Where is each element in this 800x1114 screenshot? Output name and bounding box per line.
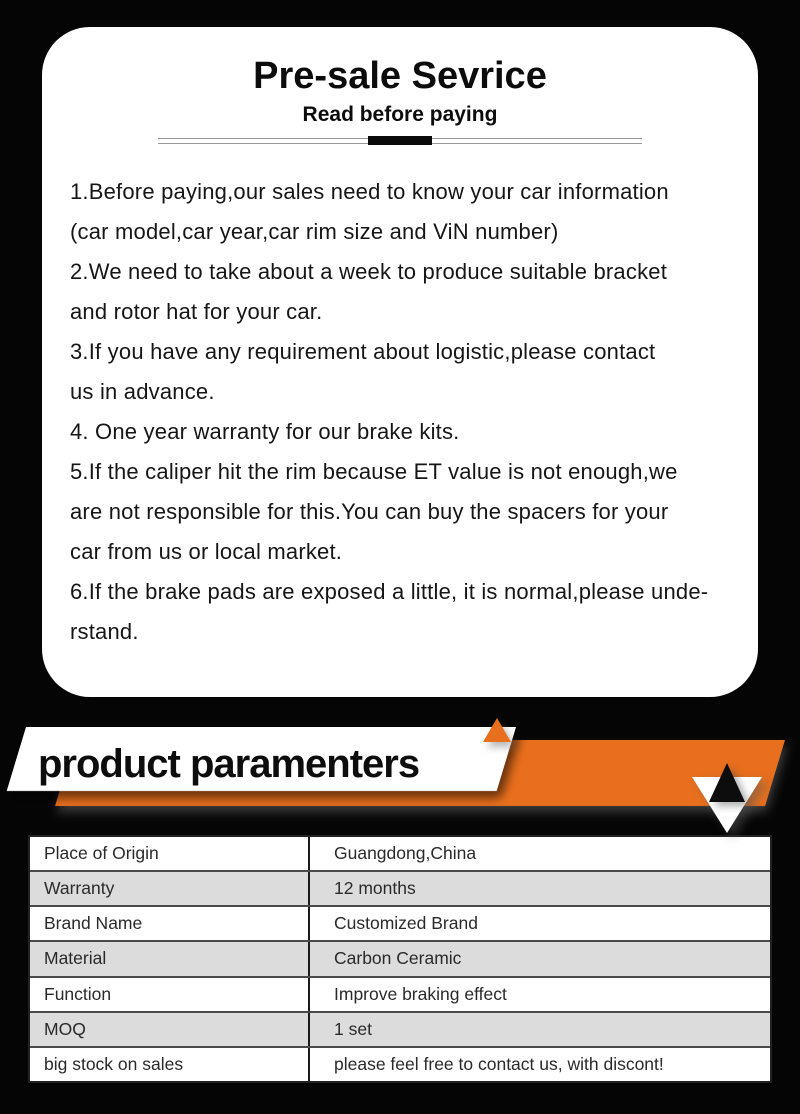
table-row — [30, 976, 770, 1011]
presale-terms-list — [70, 172, 730, 652]
row-value: Carbon Ceramic — [334, 948, 462, 969]
row-label: big stock on sales — [30, 1048, 310, 1081]
presale-subtitle: Read before paying — [302, 103, 498, 126]
table-row — [30, 870, 770, 905]
presale-term-line: 6.If the brake pads are exposed a little, it is normal,please unde- — [70, 579, 709, 604]
presale-term-line: 2.We need to take about a week to produce suitable bracket — [70, 259, 668, 284]
presale-term-line: 1.Before paying,our sales need to know your car information — [70, 179, 669, 204]
table-row — [30, 1046, 770, 1081]
row-label: Warranty — [30, 872, 310, 905]
presale-term-line: 5.If the caliper hit the rim because ET value is not enough,we — [70, 459, 678, 484]
row-label: Material — [30, 942, 310, 975]
table-row — [30, 905, 770, 940]
presale-term-line: us in advance. — [70, 379, 215, 404]
row-label: MOQ — [30, 1013, 310, 1046]
presale-term-line: (car model,car year,car rim size and ViN number) — [70, 219, 559, 244]
presale-service-card — [42, 27, 758, 697]
row-value: Customized Brand — [334, 913, 478, 934]
presale-term-line: rstand. — [70, 619, 139, 644]
orange-triangle-icon — [483, 718, 511, 742]
row-value: 12 months — [334, 878, 416, 899]
presale-term-line: 3.If you have any requirement about logistic,please contact — [70, 339, 656, 364]
presale-term-line: and rotor hat for your car. — [70, 299, 323, 324]
row-value: Guangdong,China — [334, 843, 477, 864]
section-banner — [0, 697, 800, 837]
presale-term-line: 4. One year warranty for our brake kits. — [70, 419, 460, 444]
presale-term-line: car from us or local market. — [70, 539, 343, 564]
row-label: Brand Name — [30, 907, 310, 940]
table-row — [30, 940, 770, 975]
black-triangle-icon — [709, 763, 745, 802]
row-value: Improve braking effect — [334, 983, 507, 1004]
row-value: 1 set — [334, 1018, 372, 1039]
presale-title: Pre-sale Sevrice — [253, 55, 547, 97]
row-value: please feel free to contact us, with discont! — [334, 1053, 664, 1074]
table-row — [30, 1011, 770, 1046]
row-label: Function — [30, 978, 310, 1011]
product-parameters-table — [28, 835, 772, 1083]
row-label: Place of Origin — [30, 837, 310, 870]
table-row — [30, 837, 770, 870]
presale-term-line: are not responsible for this.You can buy the spacers for your — [70, 499, 669, 524]
section-title: product paramenters — [38, 742, 420, 786]
title-divider — [158, 138, 642, 144]
